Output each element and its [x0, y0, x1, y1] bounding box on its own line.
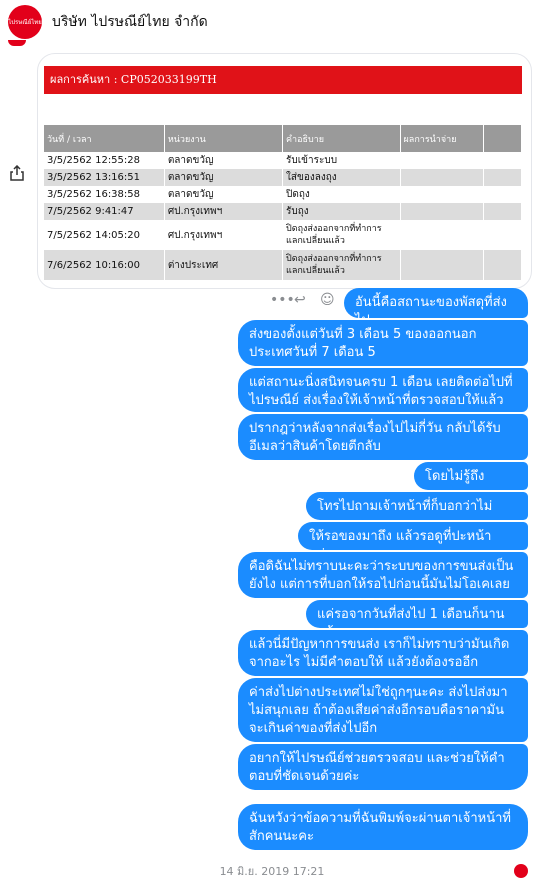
- conversation-header: [0, 0, 544, 42]
- table-row: [44, 169, 522, 186]
- message-bubble[interactable]: คือดิฉันไม่ทราบนะคะว่าระบบของการขนส่งเป็นยังไง แต่การที่บอกให้รอไปก่อนนี้มันไม่โอเคเลย: [238, 552, 528, 598]
- cell-unit: ต่างประเทศ: [164, 250, 282, 280]
- cell-description: ปิดถุง: [283, 186, 401, 203]
- message-bubble[interactable]: ฉันหวังว่าข้อความที่ฉันพิมพ์จะผ่านตาเจ้าหน้าที่สักคนนะคะ: [238, 804, 528, 850]
- table-row: [44, 220, 522, 250]
- cell-datetime: 7/6/2562 10:16:00: [44, 250, 164, 280]
- message-bubble[interactable]: ให้รอของมาถึง แล้วรอดูที่ปะหน้า: [298, 522, 528, 550]
- tracking-screenshot-card[interactable]: [37, 53, 532, 289]
- message-bubble[interactable]: แต่สถานะนิ่งสนิทจนครบ 1 เดือน เลยติดต่อไปที่ไปรษณีย์ ส่งเรื่องให้เจ้าหน้าที่ตรวจสอบให้แล้ว: [238, 368, 528, 412]
- cell-description: รับถุง: [283, 203, 401, 220]
- cell-extra: [483, 203, 521, 220]
- cell-description: รับเข้าระบบ: [283, 152, 401, 169]
- col-extra: [483, 125, 521, 152]
- cell-description: ปิดถุงส่งออกจากที่ทำการแลกเปลี่ยนแล้ว: [283, 250, 401, 280]
- cell-unit: ศป.กรุงเทพฯ: [164, 203, 282, 220]
- col-datetime: วันที่ / เวลา: [44, 125, 164, 152]
- message-bubble[interactable]: แล้วนี่มีปัญหาการขนส่ง เราก็ไม่ทราบว่ามันเกิดจากอะไร ไม่มีคำตอบให้ แล้วยังต้องรออีก: [238, 630, 528, 676]
- cell-unit: ตลาดขวัญ: [164, 186, 282, 203]
- share-icon[interactable]: [8, 165, 26, 183]
- cell-result: [400, 250, 483, 280]
- cell-unit: ตลาดขวัญ: [164, 152, 282, 169]
- react-icon[interactable]: ☺: [320, 292, 335, 308]
- table-row: [44, 203, 522, 220]
- cell-datetime: 3/5/2562 13:16:51: [44, 169, 164, 186]
- message-actions: [270, 292, 340, 312]
- message-timestamp: 14 มิ.ย. 2019 17:21: [219, 865, 325, 878]
- cell-result: [400, 169, 483, 186]
- message-bubble[interactable]: อยากให้ไปรษณีย์ช่วยตรวจสอบ และช่วยให้คำตอบที่ชัดเจนด้วยค่ะ: [238, 744, 528, 790]
- cell-unit: ศป.กรุงเทพฯ: [164, 220, 282, 250]
- page-name[interactable]: บริษัท ไปรษณีย์ไทย จำกัด: [52, 14, 208, 30]
- cell-description: ใส่ของลงถุง: [283, 169, 401, 186]
- cell-result: [400, 186, 483, 203]
- more-icon[interactable]: •••: [270, 292, 295, 308]
- reply-icon[interactable]: ↩: [294, 292, 306, 308]
- col-unit: หน่วยงาน: [164, 125, 282, 152]
- cell-extra: [483, 169, 521, 186]
- cell-datetime: 7/5/2562 14:05:20: [44, 220, 164, 250]
- col-delivery-result: ผลการนำจ่าย: [400, 125, 483, 152]
- message-bubble[interactable]: ค่าส่งไปต่างประเทศไม่ใช่ถูกๆนะคะ ส่งไปส่งมาไม่สนุกเลย ถ้าต้องเสียค่าส่งอีกรอบคือราคามันจะเกินค่าของที่ส่งไปอีก: [238, 678, 528, 742]
- message-bubble[interactable]: โทรไปถามเจ้าหน้าที่ก็บอกว่าไม่: [306, 492, 528, 520]
- seen-indicator-avatar: [514, 864, 528, 878]
- table-row: [44, 250, 522, 280]
- sender-avatar: [8, 40, 26, 46]
- cell-datetime: 3/5/2562 12:55:28: [44, 152, 164, 169]
- message-bubble[interactable]: ปรากฎว่าหลังจากส่งเรื่องไปไม่กี่วัน กลับได้รับอีเมลว่าสินค้าโดยตีกลับ: [238, 414, 528, 460]
- search-result-title: ผลการค้นหา : CP052033199TH: [44, 66, 522, 94]
- cell-result: [400, 203, 483, 220]
- cell-description: ปิดถุงส่งออกจากที่ทำการแลกเปลี่ยนแล้ว: [283, 220, 401, 250]
- message-bubble[interactable]: อันนี้คือสถานะของพัสดุที่ส่ง: [344, 288, 528, 318]
- table-row: [44, 152, 522, 169]
- message-bubble[interactable]: โดยไม่รู้ถึง: [414, 462, 528, 490]
- cell-result: [400, 220, 483, 250]
- avatar-logo-text: ไปรษณีย์ไทย: [8, 19, 42, 26]
- cell-extra: [483, 152, 521, 169]
- page-avatar[interactable]: [8, 5, 42, 39]
- tracking-table: [44, 125, 522, 280]
- cell-extra: [483, 250, 521, 280]
- message-bubble[interactable]: แค่รอจากวันที่ส่งไป 1 เดือนก็นาน: [306, 600, 528, 628]
- cell-extra: [483, 220, 521, 250]
- cell-datetime: 7/5/2562 9:41:47: [44, 203, 164, 220]
- cell-extra: [483, 186, 521, 203]
- table-row: [44, 186, 522, 203]
- message-bubble[interactable]: ส่งของตั้งแต่วันที่ 3 เดือน 5 ของออกนอกประเทศวันที่ 7 เดือน 5: [238, 320, 528, 366]
- cell-result: [400, 152, 483, 169]
- col-description: คำอธิบาย: [283, 125, 401, 152]
- cell-unit: ตลาดขวัญ: [164, 169, 282, 186]
- cell-datetime: 3/5/2562 16:38:58: [44, 186, 164, 203]
